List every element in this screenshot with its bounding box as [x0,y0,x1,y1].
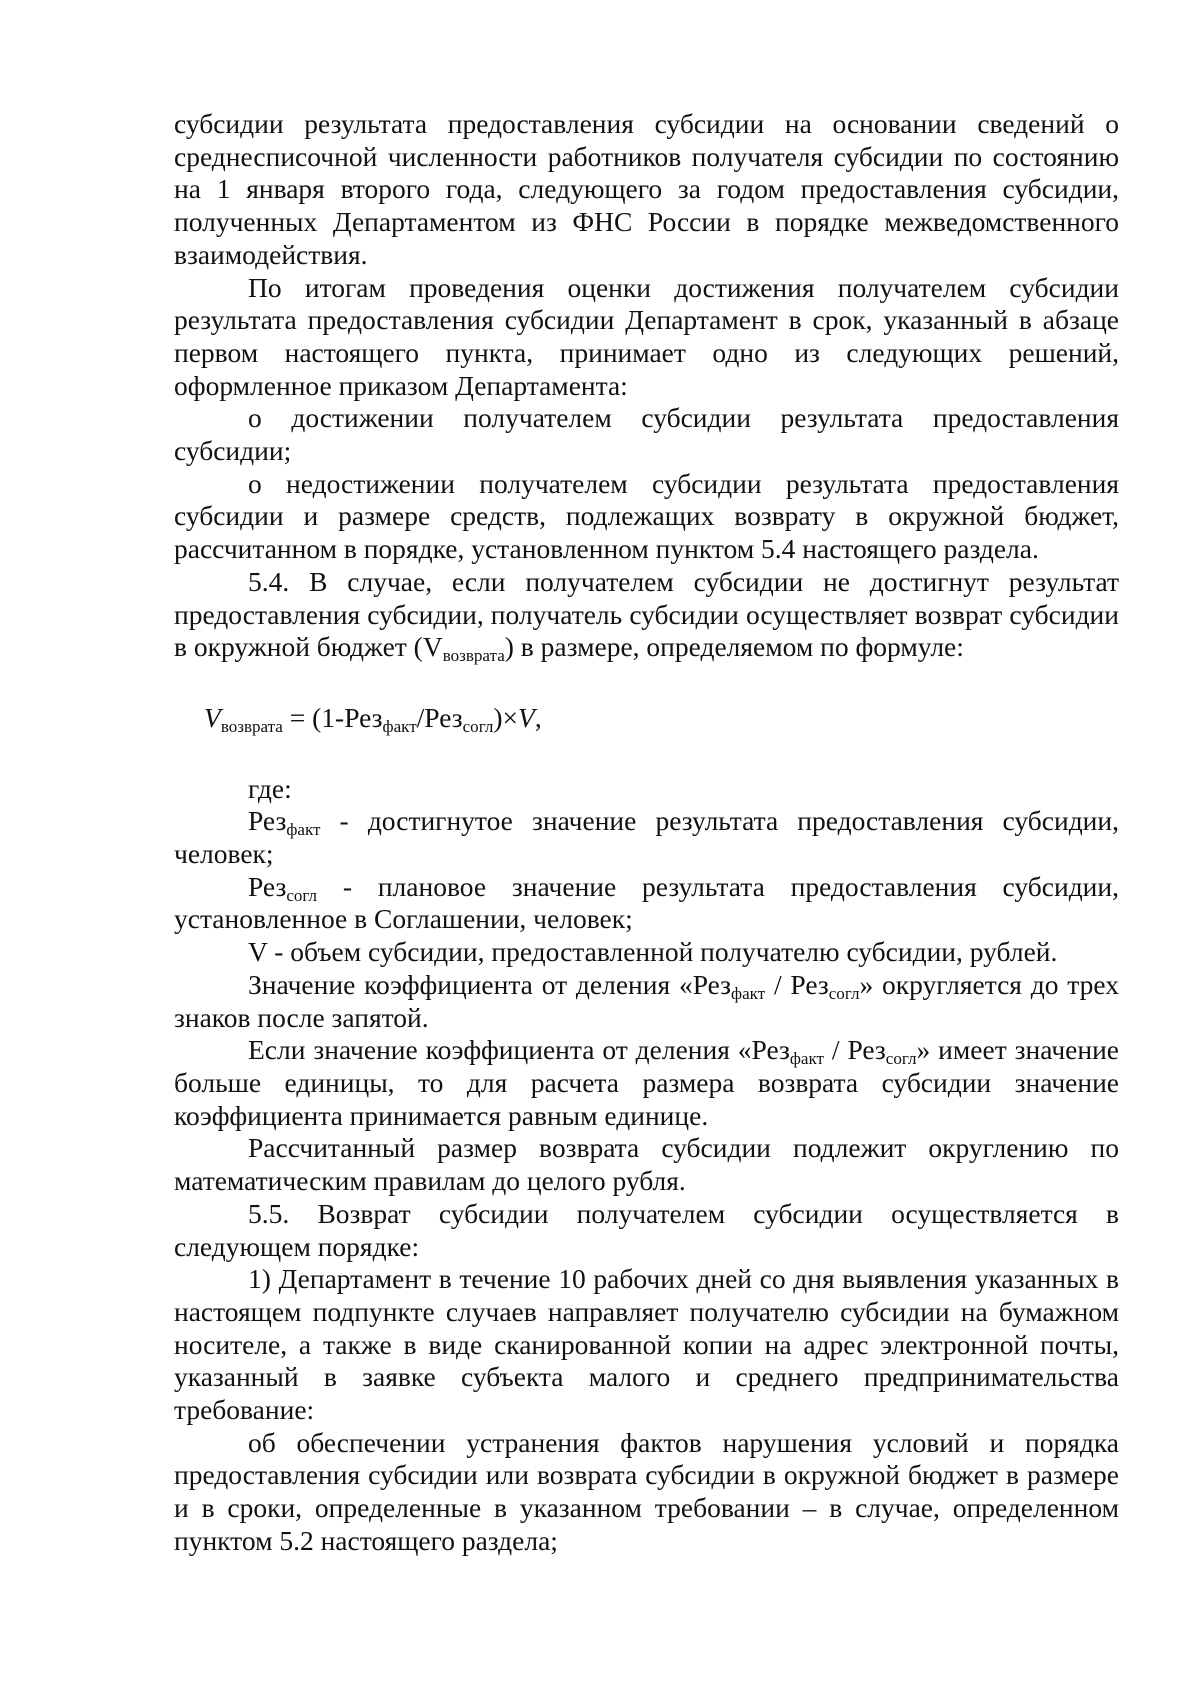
paragraph-rez-sogl [174,871,1119,936]
paragraph-1: субсидии результата предоставления субсидии на основании сведений о среднесписочной численности работников получателя субсидии по состоянию на 1 января второго года, следующего за годом предоставления субсидии, полученных Департаментом из ФНС России в порядке межведомственного взаимодействия. [174,108,1119,270]
rounding-text-c: » округляется до трех знаков после запятой. [174,968,1120,1033]
paragraph-requirement: об обеспечении устранения фактов нарушения условий и порядка предоставления субсидии или возврата субсидии в окружной бюджет в размере и в сроки, определенные в указанном требовании – в случае, определенном пунктом 5.2 настоящего раздела; [174,1426,1119,1556]
formula-mid: = (1-Рез [282,701,383,733]
paragraph-5-4 [174,566,1119,664]
coefficient-text-a: Если значение коэффициента от деления «Рез [248,1034,790,1066]
rez-fact-definition: - достигнутое значение результата предоставления субсидии, человек; [174,805,1119,870]
formula-slash: /Рез [416,701,463,733]
paragraph-5-4-text-a: 5.4. В случае, если получателем субсидии не достигнут результат предоставления субсидии, получатель субсидии осуществляет возврат субсидии в окружной бюджет (V [174,565,1119,663]
rez-sogl-definition: - плановое значение результата предоставления субсидии, установленное в Соглашении, человек; [174,870,1119,935]
rounding-subscript-sogl: согл [828,983,860,1003]
rounding-text-a: Значение коэффициента от деления «Рез [248,968,732,1000]
paragraph-4: о недостижении получателем субсидии результата предоставления субсидии и размере средств, подлежащих возврату в окружной бюджет, рассчитанном в порядке, установленном пунктом 5.4 настоящего раздела. [174,467,1119,565]
formula-v2: V [518,701,535,733]
paragraph-5-4-subscript: возврата [442,646,505,666]
paragraph-5-5: 5.5. Возврат субсидии получателем субсидии осуществляется в следующем порядке: [174,1197,1119,1262]
rez-fact-subscript: факт [286,820,321,840]
formula-fact-subscript: факт [382,716,417,736]
rounding-text-b: / Рез [765,968,829,1000]
formula-sogl-subscript: согл [462,716,494,736]
coefficient-text-b: / Рез [823,1034,886,1066]
formula-v1: V [204,701,221,733]
coefficient-text-c: » имеет значение больше единицы, то для расчета размера возврата субсидии значение коэффициента принимается равным единице. [174,1034,1119,1131]
paragraph-5-4-text-b: ) в размере, определяемом по формуле: [504,631,964,663]
formula-end: )× [493,701,518,733]
rounding-subscript-fact: факт [731,983,766,1003]
rez-fact-term: Рез [248,805,287,837]
paragraph-coefficient [174,1034,1119,1132]
paragraph-3: о достижении получателем субсидии результата предоставления субсидии; [174,402,1119,467]
paragraph-2: По итогам проведения оценки достижения получателем субсидии результата предоставления субсидии Департамент в срок, указанный в абзаце первом настоящего пункта, принимает одно из следующих решений, оформленное приказом Департамента: [174,271,1119,401]
formula-v1-subscript: возврата [220,716,283,736]
paragraph-rez-fact [174,805,1119,870]
paragraph-rounding [174,969,1119,1034]
paragraph-5-5-item-1: 1) Департамент в течение 10 рабочих дней со дня выявления указанных в настоящем подпункте случаев направляет получателю субсидии на бумажном носителе, а также в виде сканированной копии на адрес электронной почты, указанный в заявке субъекта малого и среднего предпринимательства требование: [174,1263,1119,1426]
paragraph-calculated-amount: Рассчитанный размер возврата субсидии подлежит округлению по математическим правилам до целого рубля. [174,1132,1119,1197]
coefficient-subscript-fact: факт [789,1049,824,1069]
formula [174,702,1119,735]
coefficient-subscript-sogl: согл [885,1049,917,1069]
rez-sogl-subscript: согл [286,885,318,905]
where-label: где: [248,772,292,804]
paragraph-v-definition: V - объем субсидии, предоставленной получателю субсидии, рублей. [248,936,1058,968]
document-page [174,108,1119,1558]
rez-sogl-term: Рез [248,870,287,902]
formula-comma: , [534,701,542,733]
